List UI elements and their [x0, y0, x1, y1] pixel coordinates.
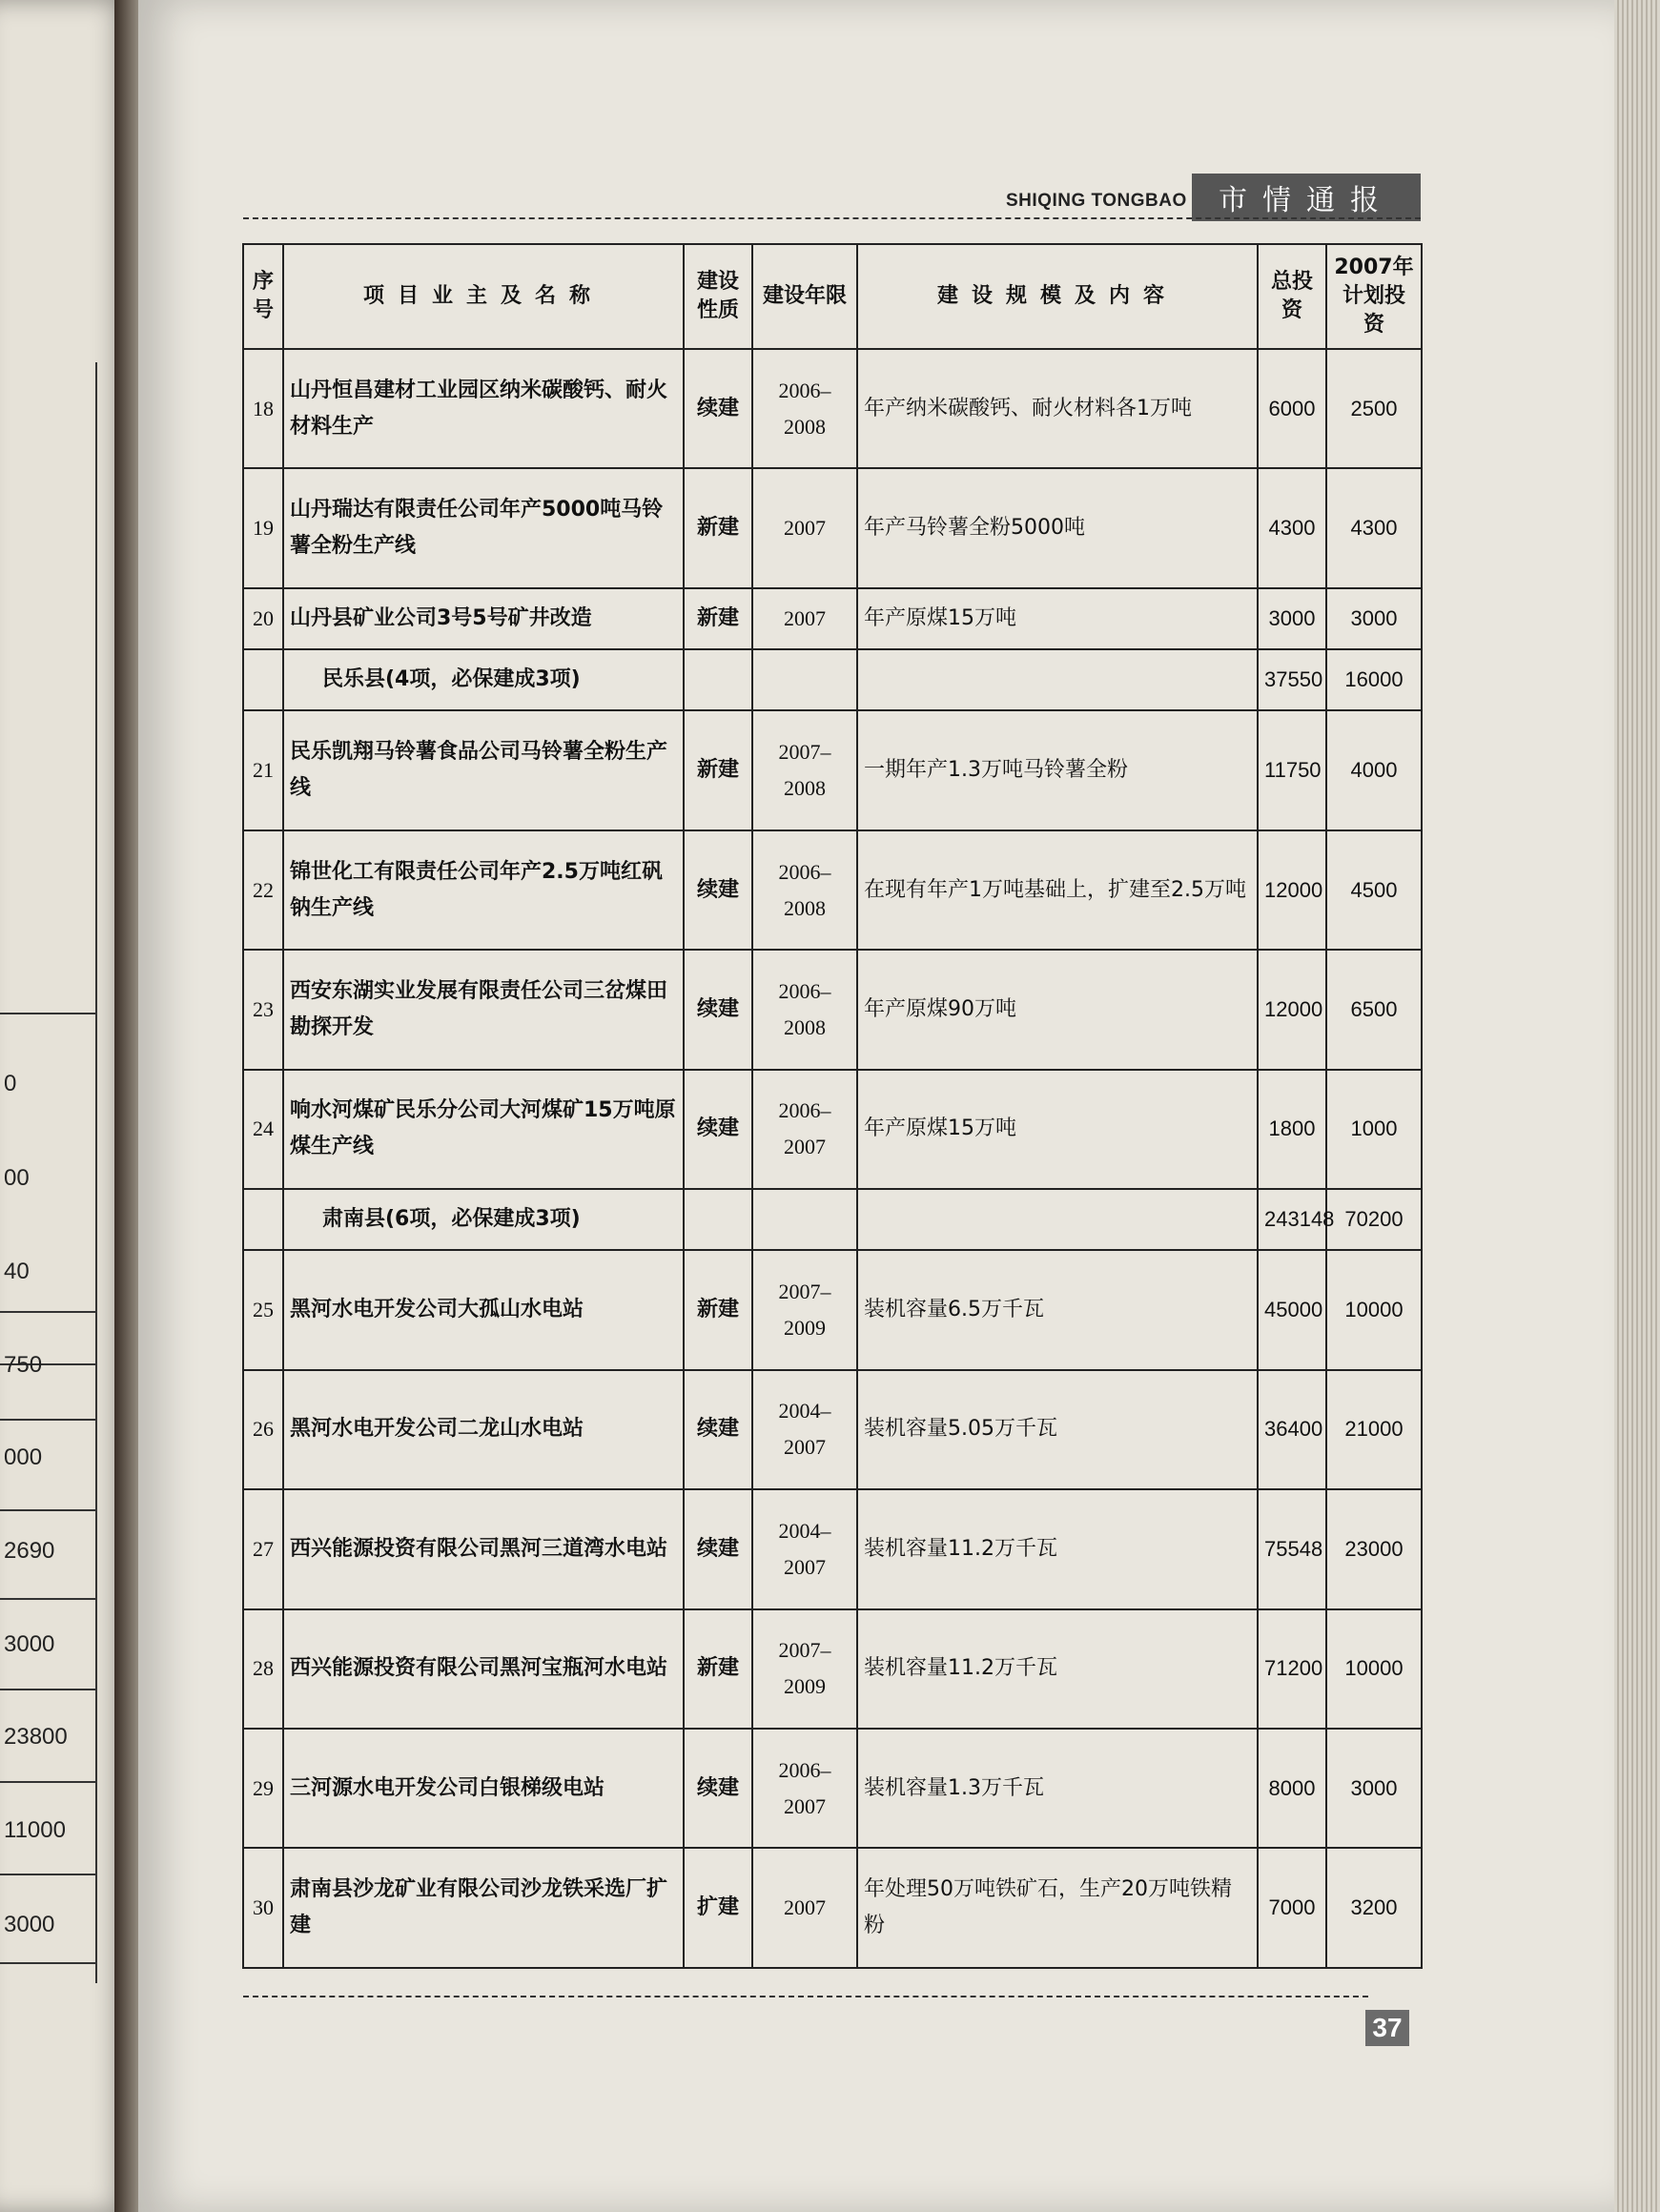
cell-total: 11750: [1258, 710, 1326, 830]
cell-period: 2006–2008: [752, 349, 857, 468]
left-edge-number: 40: [4, 1259, 30, 1284]
cell-name: 三河源水电开发公司白银梯级电站: [283, 1729, 684, 1848]
cell-num: 22: [243, 830, 283, 950]
cell-num: 23: [243, 950, 283, 1069]
cell-scope: 装机容量11.2万千瓦: [857, 1609, 1258, 1729]
cell-type: 续建: [684, 1729, 752, 1848]
cell-plan: 2500: [1326, 349, 1422, 468]
cell-name: 黑河水电开发公司大孤山水电站: [283, 1250, 684, 1369]
cell-name: 黑河水电开发公司二龙山水电站: [283, 1370, 684, 1489]
cell-total: 36400: [1258, 1370, 1326, 1489]
cell-scope: 一期年产1.3万吨马铃薯全粉: [857, 710, 1258, 830]
table-row: [243, 950, 1422, 1069]
cell-plan: 3000: [1326, 1729, 1422, 1848]
cell-num: 18: [243, 349, 283, 468]
cell-scope: 装机容量11.2万千瓦: [857, 1489, 1258, 1608]
investment-table-container: [242, 243, 1421, 1969]
cell-type: 续建: [684, 349, 752, 468]
page-edge-stack: [1614, 0, 1660, 2212]
cell-plan: 23000: [1326, 1489, 1422, 1608]
cell-period: 2006–2007: [752, 1070, 857, 1189]
left-edge-number: 000: [4, 1444, 43, 1470]
left-rule: [0, 1419, 95, 1421]
cell-name: 西兴能源投资有限公司黑河宝瓶河水电站: [283, 1609, 684, 1729]
cell-plan: 4300: [1326, 468, 1422, 587]
cell-name: 山丹恒昌建材工业园区纳米碳酸钙、耐火材料生产: [283, 349, 684, 468]
header-divider: [243, 217, 1421, 219]
cell-total: 7000: [1258, 1848, 1326, 1968]
cell-scope: 年处理50万吨铁矿石，生产20万吨铁精粉: [857, 1848, 1258, 1968]
cell-type: 续建: [684, 830, 752, 950]
table-row: [243, 710, 1422, 830]
cell-num: 24: [243, 1070, 283, 1189]
cell-total: 71200: [1258, 1609, 1326, 1729]
col-header-type: 建设性质: [684, 244, 752, 349]
footer-divider: [243, 1996, 1368, 1997]
table-row: [243, 1250, 1422, 1369]
cell-total: 243148: [1258, 1189, 1326, 1250]
table-row: [243, 1489, 1422, 1608]
cell-plan: 1000: [1326, 1070, 1422, 1189]
table-row: [243, 468, 1422, 587]
cell-period: 2006–2008: [752, 830, 857, 950]
investment-table: [242, 243, 1423, 1969]
cell-plan: 70200: [1326, 1189, 1422, 1250]
cell-plan: 4000: [1326, 710, 1422, 830]
cell-period: 2007–2008: [752, 710, 857, 830]
cell-period: 2007–2009: [752, 1250, 857, 1369]
cell-type: 续建: [684, 1370, 752, 1489]
left-rule: [0, 1013, 95, 1014]
left-edge-number: 3000: [4, 1631, 55, 1657]
table-row: [243, 1729, 1422, 1848]
cell-type: [684, 649, 752, 710]
cell-num: 26: [243, 1370, 283, 1489]
left-edge-number: 750: [4, 1352, 43, 1378]
cell-scope: 装机容量6.5万千瓦: [857, 1250, 1258, 1369]
left-rule: [0, 1962, 95, 1964]
cell-num: [243, 649, 283, 710]
cell-scope: 年产纳米碳酸钙、耐火材料各1万吨: [857, 349, 1258, 468]
cell-total: 6000: [1258, 349, 1326, 468]
cell-name: 西兴能源投资有限公司黑河三道湾水电站: [283, 1489, 684, 1608]
cell-scope: 年产原煤90万吨: [857, 950, 1258, 1069]
cell-name: 山丹县矿业公司3号5号矿井改造: [283, 588, 684, 649]
left-rule: [0, 1598, 95, 1600]
cell-period: 2006–2008: [752, 950, 857, 1069]
cell-period: 2004–2007: [752, 1370, 857, 1489]
cell-num: 29: [243, 1729, 283, 1848]
page-number: 37: [1365, 2010, 1409, 2046]
cell-total: 75548: [1258, 1489, 1326, 1608]
table-row: [243, 349, 1422, 468]
table-row: [243, 1070, 1422, 1189]
cell-plan: 3200: [1326, 1848, 1422, 1968]
cell-type: 续建: [684, 1489, 752, 1608]
cell-name: 响水河煤矿民乐分公司大河煤矿15万吨原煤生产线: [283, 1070, 684, 1189]
cell-plan: 16000: [1326, 649, 1422, 710]
col-header-plan: 2007年计划投资: [1326, 244, 1422, 349]
cell-scope: [857, 649, 1258, 710]
table-header-row: [243, 244, 1422, 349]
cell-type: 新建: [684, 1250, 752, 1369]
cell-period: 2004–2007: [752, 1489, 857, 1608]
col-header-num: 序号: [243, 244, 283, 349]
cell-period: 2006–2007: [752, 1729, 857, 1848]
cell-num: 21: [243, 710, 283, 830]
cell-period: 2007–2009: [752, 1609, 857, 1729]
cell-num: 30: [243, 1848, 283, 1968]
cell-total: 4300: [1258, 468, 1326, 587]
cell-plan: 4500: [1326, 830, 1422, 950]
cell-period: 2007: [752, 1848, 857, 1968]
cell-plan: 21000: [1326, 1370, 1422, 1489]
cell-name: 肃南县(6项，必保建成3项): [283, 1189, 684, 1250]
cell-period: 2007: [752, 468, 857, 587]
col-header-scope: 建设规模及内容: [857, 244, 1258, 349]
col-header-period: 建设年限: [752, 244, 857, 349]
cell-name: 肃南县沙龙矿业有限公司沙龙铁采选厂扩建: [283, 1848, 684, 1968]
cell-total: 1800: [1258, 1070, 1326, 1189]
cell-plan: 10000: [1326, 1609, 1422, 1729]
left-edge-number: 2690: [4, 1538, 55, 1564]
cell-total: 12000: [1258, 950, 1326, 1069]
cell-type: 新建: [684, 710, 752, 830]
cell-total: 12000: [1258, 830, 1326, 950]
cell-plan: 6500: [1326, 950, 1422, 1069]
left-edge-number: 3000: [4, 1912, 55, 1937]
left-rule: [0, 1311, 95, 1313]
cell-name: 锦世化工有限责任公司年产2.5万吨红矾钠生产线: [283, 830, 684, 950]
cell-type: 续建: [684, 950, 752, 1069]
left-rule: [0, 1874, 95, 1875]
cell-num: 25: [243, 1250, 283, 1369]
col-header-name: 项目业主及名称: [283, 244, 684, 349]
left-rule: [0, 1781, 95, 1783]
cell-scope: 装机容量5.05万千瓦: [857, 1370, 1258, 1489]
col-header-total: 总投资: [1258, 244, 1326, 349]
cell-type: [684, 1189, 752, 1250]
cell-type: 新建: [684, 1609, 752, 1729]
cell-name: 民乐凯翔马铃薯食品公司马铃薯全粉生产线: [283, 710, 684, 830]
cell-scope: 年产原煤15万吨: [857, 588, 1258, 649]
cell-type: 续建: [684, 1070, 752, 1189]
left-edge-number: 11000: [4, 1817, 66, 1843]
left-rule: [0, 1689, 95, 1690]
cell-period: [752, 649, 857, 710]
table-row: [243, 1609, 1422, 1729]
cell-period: [752, 1189, 857, 1250]
county-subtotal-row: [243, 1189, 1422, 1250]
left-rule: [0, 1509, 95, 1511]
cell-num: 20: [243, 588, 283, 649]
table-row: [243, 588, 1422, 649]
cell-total: 3000: [1258, 588, 1326, 649]
cell-scope: [857, 1189, 1258, 1250]
cell-name: 西安东湖实业发展有限责任公司三岔煤田勘探开发: [283, 950, 684, 1069]
cell-num: 19: [243, 468, 283, 587]
left-table-border: [95, 362, 97, 1983]
left-edge-number: 23800: [4, 1724, 68, 1750]
cell-total: 45000: [1258, 1250, 1326, 1369]
cell-type: 新建: [684, 468, 752, 587]
cell-plan: 10000: [1326, 1250, 1422, 1369]
left-page-fragment: [0, 0, 133, 2212]
header-chinese-title: 市情通报: [1192, 174, 1421, 221]
cell-scope: 年产原煤15万吨: [857, 1070, 1258, 1189]
table-row: [243, 1370, 1422, 1489]
cell-total: 8000: [1258, 1729, 1326, 1848]
header-english-title: SHIQING TONGBAO: [1006, 191, 1187, 211]
cell-name: 民乐县(4项，必保建成3项): [283, 649, 684, 710]
cell-name: 山丹瑞达有限责任公司年产5000吨马铃薯全粉生产线: [283, 468, 684, 587]
cell-total: 37550: [1258, 649, 1326, 710]
table-row: [243, 1848, 1422, 1968]
cell-scope: 年产马铃薯全粉5000吨: [857, 468, 1258, 587]
cell-plan: 3000: [1326, 588, 1422, 649]
cell-period: 2007: [752, 588, 857, 649]
cell-type: 新建: [684, 588, 752, 649]
cell-num: 27: [243, 1489, 283, 1608]
left-edge-number: 0: [4, 1071, 17, 1096]
table-row: [243, 830, 1422, 950]
county-subtotal-row: [243, 649, 1422, 710]
cell-scope: 装机容量1.3万千瓦: [857, 1729, 1258, 1848]
cell-num: [243, 1189, 283, 1250]
cell-num: 28: [243, 1609, 283, 1729]
cell-type: 扩建: [684, 1848, 752, 1968]
left-edge-number: 00: [4, 1165, 30, 1191]
cell-scope: 在现有年产1万吨基础上，扩建至2.5万吨: [857, 830, 1258, 950]
